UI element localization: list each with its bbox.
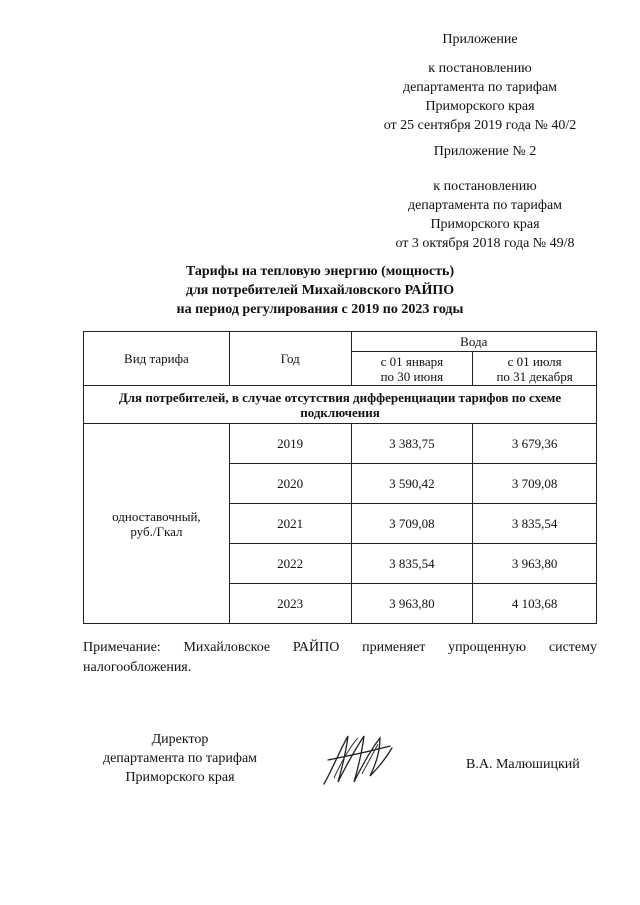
- year-cell: 2023: [229, 584, 351, 624]
- title-line1: Тарифы на тепловую энергию (мощность): [185, 264, 455, 279]
- appendix-1-title: Приложение: [442, 32, 518, 47]
- value-h2-cell: 3 835,54: [473, 504, 597, 544]
- tariff-table: [83, 331, 597, 624]
- year-cell: 2019: [229, 424, 351, 464]
- header-row-1: [84, 332, 597, 352]
- header-water: Вода: [351, 332, 596, 352]
- header-period-1-line1: с 01 января: [380, 353, 444, 369]
- tariff-type-line2: руб./Гкал: [130, 523, 183, 539]
- appendix-1-line4: от 25 сентября 2019 года № 40/2: [383, 118, 577, 133]
- title-line2: для потребителей Михайловского РАЙПО: [185, 283, 455, 298]
- value-h1-cell: 3 709,08: [351, 504, 473, 544]
- value-h1-cell: 3 963,80: [351, 584, 473, 624]
- appendix-2-line4: от 3 октября 2018 года № 49/8: [395, 236, 575, 251]
- year-cell: 2020: [229, 464, 351, 504]
- position-line2: департамента по тарифам: [102, 751, 258, 766]
- header-tariff-type: Вид тарифа: [84, 332, 230, 386]
- year-cell: 2021: [229, 504, 351, 544]
- header-period-1: [351, 352, 473, 386]
- header-period-2: [473, 352, 597, 386]
- title-line3: на период регулирования с 2019 по 2023 годы: [176, 302, 464, 317]
- value-h1-cell: 3 835,54: [351, 544, 473, 584]
- appendix-1-block: [360, 30, 600, 135]
- tariff-type-line1: одноставочный,: [112, 508, 201, 524]
- position-line3: Приморского края: [125, 770, 235, 785]
- handwritten-signature: [318, 730, 398, 790]
- header-period-1-line2: по 30 июня: [380, 368, 444, 384]
- appendix-2-line1: к постановлению: [433, 179, 537, 194]
- appendix-1-line3: Приморского края: [425, 99, 535, 114]
- tariff-type-cell: [84, 424, 230, 624]
- appendix-2-title: Приложение № 2: [433, 144, 537, 159]
- header-year: Год: [229, 332, 351, 386]
- position-line1: Директор: [151, 732, 209, 747]
- table-row: [84, 424, 597, 464]
- signatory-position: [80, 730, 280, 787]
- value-h2-cell: 4 103,68: [473, 584, 597, 624]
- signatory-name: В.А. Малюшицкий: [466, 757, 580, 772]
- value-h2-cell: 3 679,36: [473, 424, 597, 464]
- appendix-2-line2: департамента по тарифам: [407, 198, 563, 213]
- section-label: Для потребителей, в случае отсутствия дифференциации тарифов по схеме подключения: [84, 386, 597, 424]
- value-h1-cell: 3 590,42: [351, 464, 473, 504]
- note-paragraph: Примечание: Михайловское РАЙПО применяет упрощенную систему налогообложения.: [83, 640, 597, 675]
- document-title: [0, 262, 640, 319]
- appendix-1-line1: к постановлению: [428, 61, 532, 76]
- value-h2-cell: 3 963,80: [473, 544, 597, 584]
- value-h2-cell: 3 709,08: [473, 464, 597, 504]
- header-period-2-line2: по 31 декабря: [496, 368, 573, 384]
- value-h1-cell: 3 383,75: [351, 424, 473, 464]
- year-cell: 2022: [229, 544, 351, 584]
- header-period-2-line1: с 01 июля: [507, 353, 562, 369]
- appendix-1-line2: департамента по тарифам: [402, 80, 558, 95]
- appendix-2-line3: Приморского края: [430, 217, 540, 232]
- section-row: [84, 386, 597, 424]
- appendix-2-block: [365, 142, 605, 253]
